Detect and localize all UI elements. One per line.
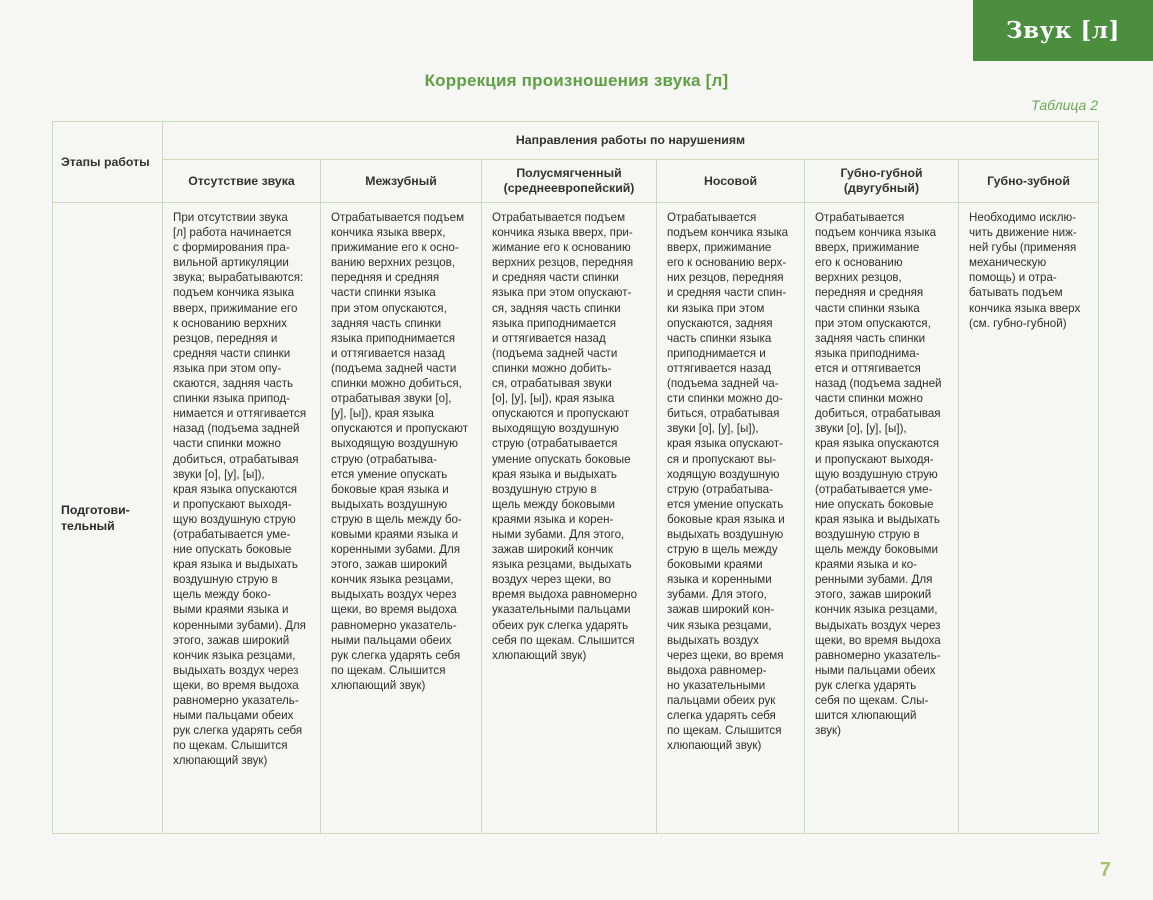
section-tab: Звук [л] [973,0,1153,61]
stage-column-header: Этапы работы [53,122,163,203]
stage-cell: Подготови- тельный [53,203,163,834]
table-label: Таблица 2 [1031,97,1098,113]
correction-table [52,121,1099,834]
column-header-labiodental: Губно-зубной [959,160,1099,203]
column-header-bilabial: Губно-губной (двугубный) [805,160,959,203]
table-cell-absence: При отсутствии звука [л] работа начинается с формирования пра- вильной артикуляции звука; вырабатываются: подъем кончика языка вверх, прижимание его к основанию верхних резцов, передняя и средняя части спинки языка при этом опу- скаются, задняя часть спинки языка припод- нимается и оттягивается назад (подъема задней части спинки можно добиться, отрабатывая звуки [о], [у], [ы]), края языка опускаются и пропускают выходя- щую воздушную струю (отрабатывается уме- ние опускать боковые края языка и выдыхать воздушную струю в щель между боко- выми краями языка и коренными зубами). Для этого, зажав широкий кончик языка резцами, выдыхать воздух через щеки, во время выдоха равномерно указатель- ными пальцами обеих рук слегка ударять себя по щекам. Слышится хлюпающий звук) [163,203,321,834]
table-cell-interdental: Отрабатывается подъем кончика языка вверх, прижимание его к осно- ванию верхних резцов, передняя и средняя части спинки языка при этом опускаются, задняя часть спинки языка приподнимается и оттягивается назад (подъема задней части спинки можно добиться, отрабатывая звуки [о], [у], [ы]), края языка опускаются и пропускают выходящую воздушную струю (отрабатыва- ется умение опускать боковые края языка и выдыхать воздушную струю в щель между бо- ковыми краями языка и коренными зубами. Для этого, зажав широкий кончик языка резцами, выдыхать воздух через щеки, во время выдоха равномерно указатель- ными пальцами обеих рук слегка ударять себя по щекам. Слышится хлюпающий звук) [321,203,482,834]
table-header-row-2 [53,160,1099,203]
table-cell-bilabial: Отрабатывается подъем кончика языка вверх, прижимание его к основанию верхних резцов, передняя и средняя части спинки языка при этом опускаются, задняя часть спинки языка приподнима- ется и оттягивается назад (подъема задней части спинки можно добиться, отрабатывая звуки [о], [у], [ы]), края языка опускаются и пропускают выходя- щую воздушную струю (отрабатывается уме- ние опускать боковые края языка и выдыхать воздушную струю в щель между боковыми краями языка и ко- ренными зубами. Для этого, зажав широкий кончик языка резцами, выдыхать воздух через щеки, во время выдоха равномерно указатель- ными пальцами обеих рук слегка ударять себя по щекам. Слы- шится хлюпающий звук) [805,203,959,834]
page-title: Коррекция произношения звука [л] [424,71,729,90]
table-header-row-1 [53,122,1099,160]
column-header-semisoftened: Полусмягченный (среднеевропейский) [482,160,657,203]
column-header-interdental: Межзубный [321,160,482,203]
table-cell-semisoftened: Отрабатывается подъем кончика языка вверх, при- жимание его к основанию верхних резцов, передняя и средняя части спинки языка при этом опускают- ся, задняя часть спинки языка приподнимается и оттягивается назад (подъема задней части спинки можно добить- ся, отрабатывая звуки [о], [у], [ы]), края языка опускаются и пропускают выходящую воздушную струю (отрабатывается умение опускать боковые края языка и выдыхать воздушную струю в щель между боковыми краями языка и корен- ными зубами. Для этого, зажав широкий кончик языка резцами, выдыхать воздух через щеки, во время выдоха равномерно указательными пальцами обеих рук слегка ударять себя по щекам. Слышится хлюпающий звук) [482,203,657,834]
table-cell-nasal: Отрабатывается подъем кончика языка вверх, прижимание его к основанию верх- них резцов, передняя и средняя части спин- ки языка при этом опускаются, задняя часть спинки языка приподнимается и оттягивается назад (подъема задней ча- сти спинки можно до- биться, отрабатывая звуки [о], [у], [ы]), края языка опускают- ся и пропускают вы- ходящую воздушную струю (отрабатыва- ется умение опускать боковые края языка и выдыхать воздушную струю в щель между боковыми краями языка и коренными зубами. Для этого, зажав широкий кон- чик языка резцами, выдыхать воздух через щеки, во время выдоха равномер- но указательными пальцами обеих рук слегка ударять себя по щекам. Слышится хлюпающий звук) [657,203,805,834]
column-header-absence: Отсутствие звука [163,160,321,203]
directions-header: Направления работы по нарушениям [163,122,1099,160]
page-number: 7 [1099,859,1111,881]
table-row [53,203,1099,834]
table-cell-labiodental: Необходимо исклю- чить движение ниж- ней губы (применяя механическую помощь) и отра- батывать подъем кончика языка вверх (см. губно-губной) [959,203,1099,834]
column-header-nasal: Носовой [657,160,805,203]
